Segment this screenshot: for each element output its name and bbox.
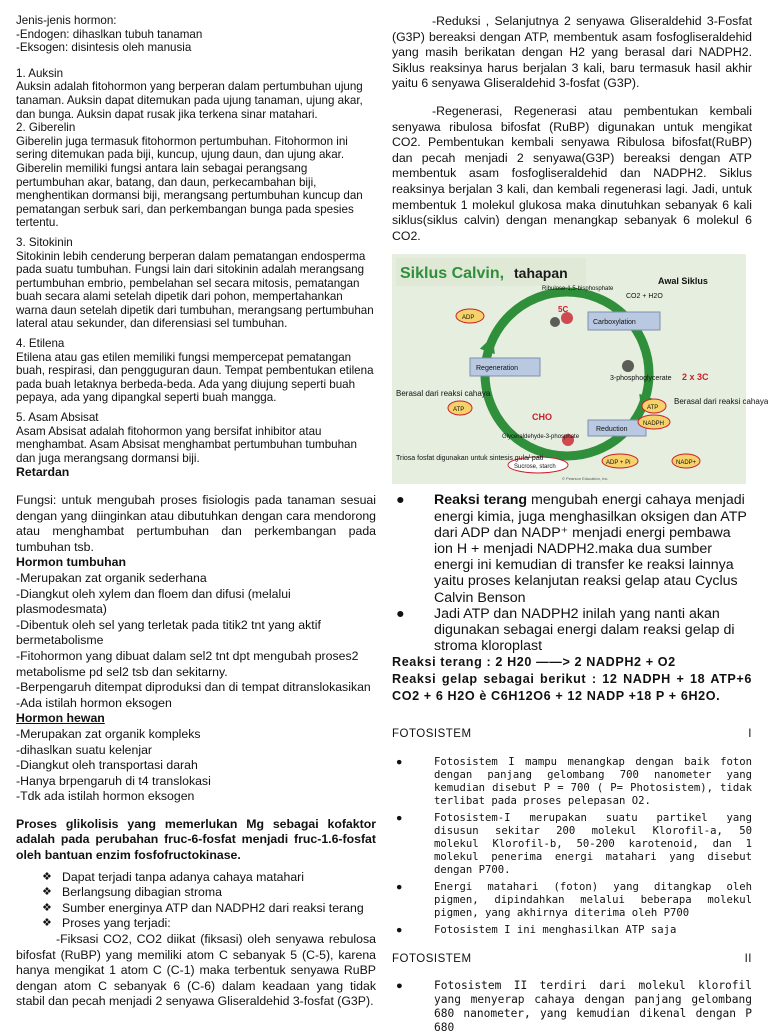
ribulose-label: Ribulose-1,5-bisphosphate [542, 286, 614, 293]
etilena-title: 4. Etilena [16, 337, 65, 351]
list-item: ❖ Sumber energinya ATP dan NADPH2 dari reaksi terang [42, 900, 364, 915]
diamond-bullet-icon: ❖ [42, 917, 52, 930]
nadph-label: NADPH [643, 421, 665, 428]
sucrose-label: Sucrose, starch [514, 464, 556, 471]
atp-right-label: ATP [647, 405, 659, 412]
fiksasi-paragraph: -Fiksasi CO2, CO2 diikat (fiksasi) oleh senyawa rebulosa bifosfat (RuBP) yang memiliki atom C sebanyak 5 (C-5), karena hanya mengikat 1 atom C (C-1) maka terbentuk senyawa RuBP dengan atom C sebanyak 6 (C-6) dalam keadaan yang tidak stabil dan pecah menjadi 2 senyawa Gliseraldehid 3-fosfat (G3P). [16, 932, 376, 1009]
asam-absisat-title: 5. Asam Absisat [16, 411, 99, 425]
g3p-label: Glyceraldehyde-3-phosphate [502, 434, 580, 441]
hormon-hewan-item: -Hanya brpengaruh di t4 translokasi [16, 773, 211, 788]
fotosistem-1-item: ● Energi matahari (foton) yang ditangkap oleh pigmen, dipindahkan melalui beberapa molekul pigmen, yang akhirnya diterima oleh P700 [396, 881, 752, 920]
bullet-icon: ● [396, 492, 405, 509]
intro-line: -Eksogen: disintesis oleh manusia [16, 41, 192, 55]
left-column [16, 14, 376, 1010]
equation-light: Reaksi terang : 2 H20 ——> 2 NADPH2 + O2 [392, 655, 676, 670]
regenerasi-paragraph [392, 104, 752, 244]
bullet-icon: ● [396, 812, 403, 825]
c5-label: 5C [558, 305, 569, 315]
list-item: ❖ Berlangsung dibagian stroma [42, 885, 222, 900]
right-column [392, 14, 768, 1035]
calvin-cycle-figure [392, 254, 768, 484]
hormon-tumbuhan-item: -Ada istilah hormon eksogen [16, 695, 172, 710]
diamond-bullet-icon: ❖ [42, 886, 52, 899]
reaksi-terang-text: mengubah energi cahaya menjadi energi kimia, juga menghasilkan oksigen dan ATP dari ADP dan NADP⁺ menjadi energi pembawa ion H + menjadi NADPH2.maka dua sumber energi ini kemudian di transfer ke reaksi lainnya yaitu proses kelanjutan reaksi gelap atau Cyclus Calvin Benson [434, 492, 747, 606]
fotosistem-1-title: FOTOSISTEM [392, 728, 472, 741]
hormon-hewan-item: -dihaslkan suatu kelenjar [16, 742, 153, 757]
jadi-paragraph [392, 606, 752, 655]
diamond-bullet-icon: ❖ [42, 901, 52, 914]
reaksi-terang-paragraph [392, 492, 752, 605]
molecule-dot [550, 317, 560, 327]
intro-line: Jenis-jenis hormon: [16, 14, 117, 27]
triosa-label: Triosa fosfat digunakan untuk sintesis gula/ pati [396, 455, 544, 463]
carboxylation-label: Carboxylation [593, 319, 636, 327]
retardan-heading: Retardan [16, 465, 70, 480]
fotosistem-1-item: ● Fotosistem-I merupakan suatu partikel yang disusun sekitar 200 molekul Klorofil-a, 50 molekul Klorofil-b, 50-200 karotenoid, dan 1 molekul penerima energi matahari yang disebut dengan P700. [396, 812, 752, 877]
reduksi-paragraph: -Reduksi , Selanjutnya 2 senyawa Gliseraldehid 3-Fosfat (G3P) bereaksi dengan ATP, membentuk asam fosfogliseraldehid yang masih berikatan dengan H2 yang berasal dari NADPH2. Siklus reaksinya harus berjalan 3 kali, baru termasuk hasil akhir yaitu 6 senyawa Gliseraldehid 3-fosfat (G3P). [392, 14, 752, 91]
hormon-tumbuhan-heading: Hormon tumbuhan [16, 555, 126, 570]
hormon-hewan-item: -Merupakan zat organik kompleks [16, 726, 201, 741]
regenerasi-text: Regenerasi atau pembentukan kembali senyawa ribulosa bifosfat (RuBP) digunakan untuk mengikat CO2. Pembentukan kembali senyawa Ribulosa bifosfat(RuBP) dan pecah menjadi 2 senyawa(G3P) bereaksi dengan ATP membentuk asam fosfogliseraldehid dan NADPH2. Siklus reaksinya berjalan 3 kali, dan kembali regenerasi lagi. Jadi, untuk membentuk 1 molekul glukosa maka dinutuhkan sebanyak 6 kali siklus(siklus calvin) dengan menangkap sebanyak 6 molekul 6 CO2. [392, 103, 752, 243]
berasal-right-label: Berasal dari reaksi cahaya [674, 397, 768, 407]
fotosistem-2-title: FOTOSISTEM [392, 953, 472, 966]
figure-subtitle: tahapan [514, 265, 568, 282]
asam-absisat-body: Asam Absisat adalah fitohormon yang bersifat inhibitor atau menghambat. Asam Absisat menghambat pertumbuhan tumbuhan dan juga merangsang dormansi biji. [16, 424, 357, 465]
hormon-tumbuhan-item: -Diangkut oleh xylem dan floem dan difusi (melalui plasmodesmata) [16, 586, 291, 617]
fotosistem-1-item: ● Fotosistem I ini menghasilkan ATP saja [396, 924, 677, 937]
berasal-left-label: Berasal dari reaksi cahaya [396, 389, 491, 399]
cho-label: CHO [532, 412, 552, 423]
fotosistem-2-heading [392, 953, 752, 965]
atp-left-label: ATP [453, 407, 465, 414]
hormon-tumbuhan-item: -Berpengaruh ditempat diproduksi dan di tempat ditranslokasikan [16, 680, 371, 695]
glikolisis-paragraph: Proses glikolisis yang memerlukan Mg sebagai kofaktor adalah pada perubahan fruc-6-fosfat menjadi fruc-1.6-fosfat oleh bantuan enzim fosfofructokinase. [16, 816, 376, 863]
hormon-tumbuhan-item: -Merupakan zat organik sederhana [16, 570, 207, 585]
phosphoglycerate-label: 3-phosphoglycerate [610, 375, 672, 383]
fotosistem-2-number: II [744, 953, 752, 966]
giberelin-body: Giberelin juga termasuk fitohormon pertumbuhan. Fitohormon ini sering ditemukan pada biji, kuncup, ujung daun, dan ujung akar. Giberelin memiliki fungsi antara lain sebagai perangsang pertumbuhan akar, batang, dan daun, perkecambahan biji, menghentikan dormansi biji, merangsang pertumbuhan kuncup dan pematangan serbuk sari, dan perkembangan bunga pada spesies tertentu. [16, 134, 363, 230]
reaksi-terang-label: Reaksi terang [434, 492, 528, 509]
molecule-dot [622, 360, 634, 372]
bullet-icon: ● [396, 756, 403, 769]
x3c-label: 2 x 3C [682, 372, 709, 383]
sitokinin-body: Sitokinin lebih cenderung berperan dalam pematangan endosperma pada suatu tumbuhan. Fungsi lain dari sitokinin adalah merangsang pertumbuhan embrio, pembelahan sel secara mitosis, pematangan buah secara alami setelah dipetik dari pohon, mempertahankan warna daun setelah dipetik dari tumbuhan, merangsang pertumbuhan lateral atau sekunder, dan diferensiasi sel tumbuhan. [16, 249, 374, 331]
hormon-hewan-heading: Hormon hewan [16, 711, 105, 726]
reduction-label: Reduction [596, 426, 628, 434]
list-item: ❖ Dapat terjadi tanpa adanya cahaya matahari [42, 869, 304, 884]
adp-label: ADP [462, 315, 475, 322]
diamond-bullet-icon: ❖ [42, 870, 52, 883]
auksin-body: Auksin adalah fitohormon yang berperan dalam pertumbuhan ujung tanaman. Auksin dapat ditemukan pada ujung tanaman, ujung akar, dan bunga. Auksin dapat rusak jika terkena sinar matahari. [16, 80, 363, 121]
figure-title: Siklus Calvin, [400, 265, 505, 283]
fotosistem-1-heading [392, 728, 752, 740]
adp-pi-label: ADP + Pi [606, 460, 631, 467]
intro-line: -Endogen: dihaslkan tubuh tanaman [16, 27, 203, 41]
nadp-label: NADP+ [676, 460, 697, 467]
dark-reaction-list [16, 870, 376, 932]
regenerasi-label: -Regenerasi, [432, 103, 503, 118]
bullet-icon: ● [396, 924, 403, 937]
hormon-hewan-item: -Diangkut oleh transportasi darah [16, 758, 198, 773]
hormon-tumbuhan-item: -Fitohormon yang dibuat dalam sel2 tnt dpt mengubah proses2 metabolisme pd sel2 tsb dan sekitarny. [16, 648, 359, 679]
fotosistem-2-item: ● Fotosistem II terdiri dari molekul klorofil yang menyerap cahaya dengan panjang gelombang 680 nanometer, yang kemudian dikenal dengan P 680 [396, 979, 752, 1035]
fotosistem-1-number: I [748, 728, 752, 741]
fotosistem-1-item: ● Fotosistem I mampu menangkap dengan baik foton dengan panjang gelombang 700 nanometer yang kemudian disebut P = 700 ( P= Photosistem), tidak terlibat pada proses pelepasan O2. [396, 756, 752, 808]
fungsi-paragraph: Fungsi: untuk mengubah proses fisiologis pada tanaman sesuai dengan yang diinginkan atau dibutuhkan dengan cara mendorong atau menghambat pertumbuhan dan perkembangan pada tumbuhan tsb. [16, 493, 376, 554]
copyright-label: © Pearson Education, Inc. [562, 476, 609, 482]
jadi-text: Jadi ATP dan NADPH2 inilah yang nanti akan digunakan sebagai energi dalam reaksi gelap di stroma kloroplast [434, 605, 735, 655]
giberelin-title: 2. Giberelin [16, 121, 76, 135]
sitokinin-title: 3. Sitokinin [16, 235, 73, 249]
awal-siklus-label: Awal Siklus [658, 276, 708, 287]
bullet-icon: ● [396, 980, 403, 993]
co2-label: CO2 + H2O [626, 293, 663, 301]
list-item: ❖ Proses yang terjadi: [42, 916, 171, 931]
etilena-body: Etilena atau gas etilen memiliki fungsi mempercepat pematangan buah, respirasi, dan pengguguran daun. Tempat pembentukan etilena pada buah letaknya berbeda-beda. Ada yang diujung seperti buah pepaya, ada yang dipangkal seperti buah mangga. [16, 350, 374, 405]
equation-dark: Reaksi gelap sebagai berikut : 12 NADPH + 18 ATP+6 CO2 + 6 H2O è C6H12O6 + 12 NADP +18 P + 6H2O. [392, 671, 752, 703]
regeneration-label: Regeneration [476, 365, 519, 373]
hormon-hewan-item: -Tdk ada istilah hormon eksogen [16, 789, 195, 804]
bullet-icon: ● [396, 605, 405, 622]
auksin-title: 1. Auksin [16, 66, 64, 80]
bullet-icon: ● [396, 881, 403, 894]
hormon-tumbuhan-item: -Dibentuk oleh sel yang terletak pada titik2 tnt yang aktif bermetabolisme [16, 617, 321, 648]
calvin-cycle-diagram [392, 254, 768, 484]
